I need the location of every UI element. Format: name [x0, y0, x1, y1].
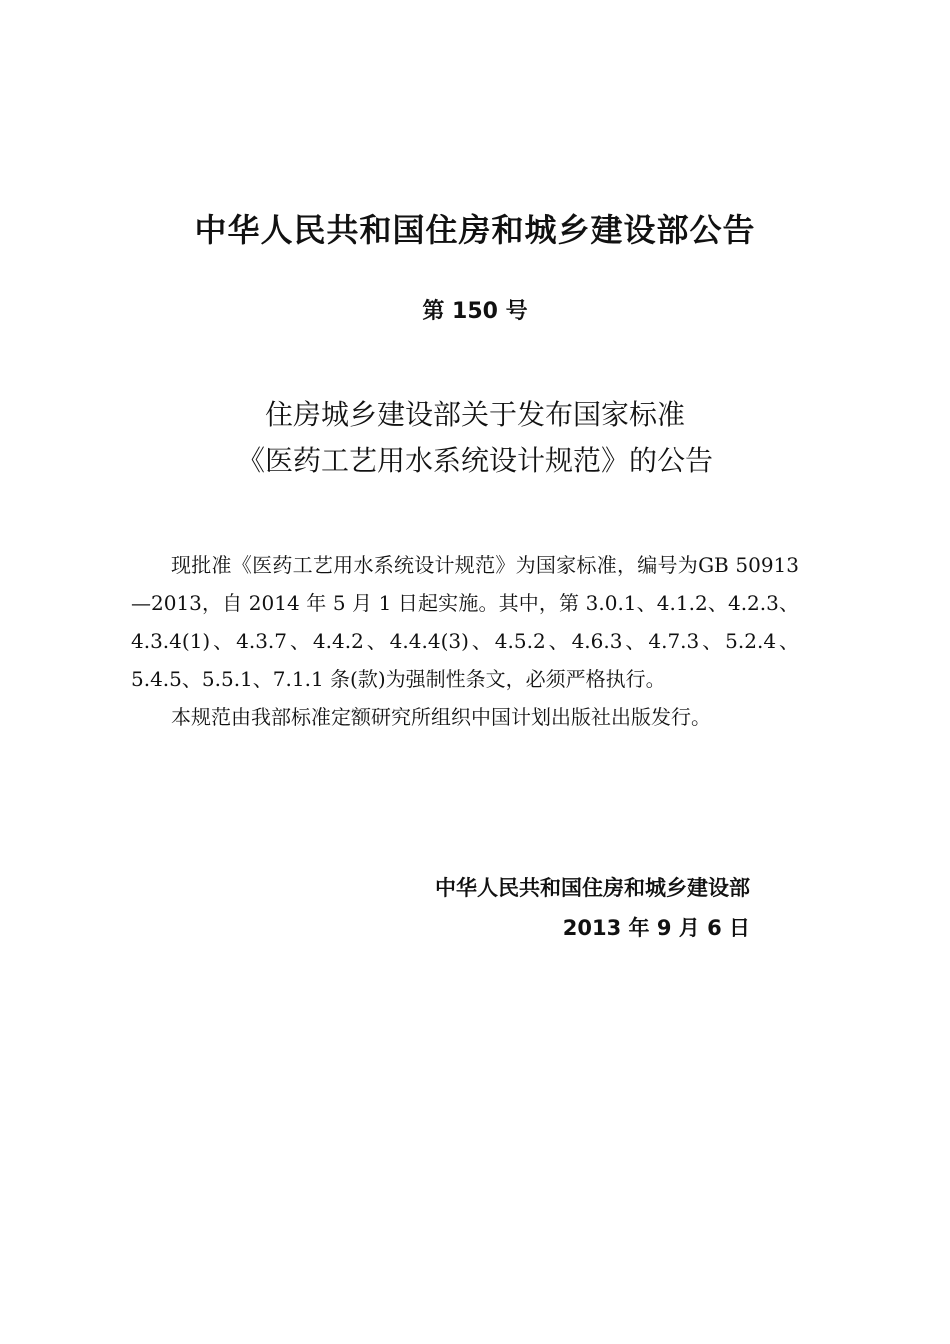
body-paragraph-2: 本规范由我部标准定额研究所组织中国计划出版社出版发行。	[171, 705, 711, 729]
subtitle-line-1: 住房城乡建设部关于发布国家标准	[264, 398, 685, 431]
issue-date: 2013 年 9 月 6 日	[562, 916, 750, 940]
announcement-title: 中华人民共和国住房和城乡建设部公告	[194, 211, 756, 249]
subtitle-line-2: 《医药工艺用水系统设计规范》的公告	[236, 444, 713, 477]
issuer-name: 中华人民共和国住房和城乡建设部	[435, 876, 750, 900]
announcement-number: 第 150 号	[422, 299, 528, 324]
signature-block	[435, 868, 750, 948]
announcement-body	[131, 546, 799, 736]
announcement-subtitle	[0, 392, 950, 484]
body-paragraph-1: 现批准《医药工艺用水系统设计规范》为国家标准，编号为GB 50913—2013，自 2014 年 5 月 1 日起实施。其中，第 3.0.1、4.1.2、4.2.3、4.3.4(1)、4.3.7、4.4.2、4.4.4(3)、4.5.2、4.6.3、4.7.3、5.2.4、5.4.5、5.5.1、7.1.1 条(款)为强制性条文，必须严格执行。	[131, 553, 799, 691]
